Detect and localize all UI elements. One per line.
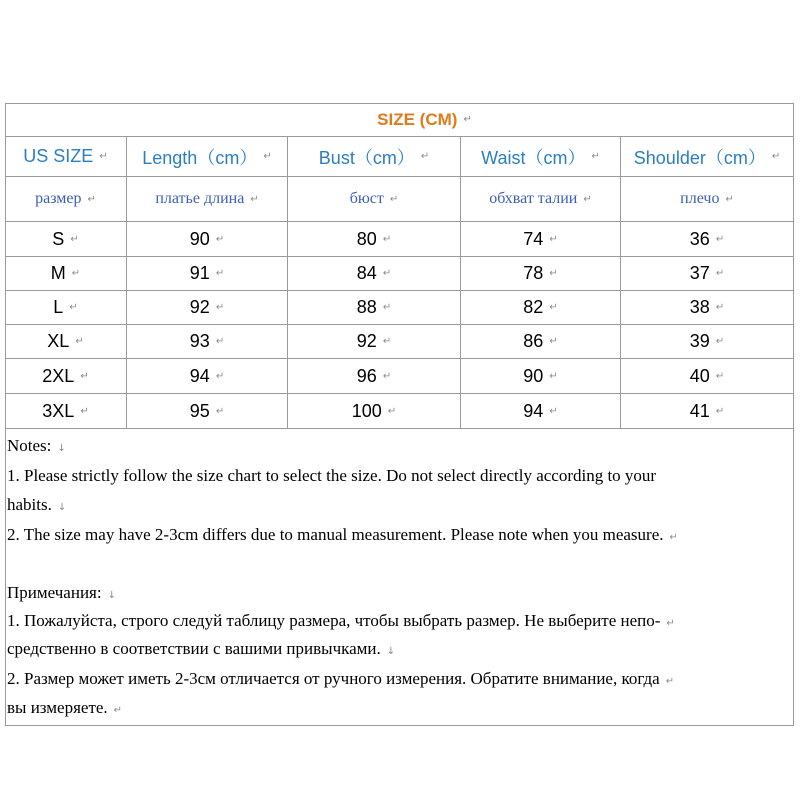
paragraph-mark-icon: ↵ [715, 302, 725, 313]
table-cell-text: 92 [189, 297, 210, 317]
paragraph-mark-icon: ↵ [549, 405, 558, 417]
table-cell [5, 394, 127, 429]
paragraph-mark-icon: ↵ [80, 405, 89, 417]
header-cell [461, 137, 621, 177]
header-cell [127, 137, 288, 177]
paragraph-mark-icon: ↵ [463, 114, 472, 125]
paragraph-mark-icon: ↵ [80, 370, 89, 382]
paragraph-mark-icon: ↵ [549, 336, 558, 347]
paragraph-mark-icon: ↵ [591, 151, 600, 162]
table-cell [127, 222, 288, 257]
paragraph-mark-icon: ↵ [382, 370, 392, 382]
paragraph-mark-icon: ↵ [382, 302, 392, 313]
table-cell [5, 257, 127, 291]
header-cell-text: US SIZE [23, 146, 94, 166]
table-cell [461, 359, 621, 394]
table-cell [127, 394, 288, 429]
paragraph-mark-icon: ↵ [215, 268, 225, 279]
notes-heading: Notes: ↓ [7, 436, 66, 455]
table-cell [5, 359, 127, 394]
paragraph-mark-icon: ↵ [75, 336, 84, 347]
paragraph-mark-icon: ↵ [549, 233, 558, 245]
paragraph-mark-icon: ↵ [215, 336, 225, 347]
table-cell [288, 291, 461, 325]
table-cell [288, 359, 461, 394]
table-cell-text: 38 [689, 297, 710, 317]
table-cell-text: 96 [356, 365, 377, 386]
table-cell-text: 100 [351, 400, 382, 421]
table-cell-text: M [50, 263, 66, 283]
table-cell-text: L [53, 297, 64, 317]
note-en-1b: habits. ↓ [7, 495, 67, 514]
table-cell-text: 40 [689, 365, 710, 386]
paragraph-mark-icon: ↵ [549, 302, 558, 313]
header-ru-cell-text: плечо [680, 190, 720, 207]
table-cell-text: 90 [523, 365, 544, 386]
table-cell-text: 78 [523, 263, 544, 283]
header-cell-text: Shoulder（cm） [633, 147, 766, 168]
header-cell [5, 137, 127, 177]
table-cell [5, 291, 127, 325]
table-cell [621, 359, 794, 394]
note-ru-1a: 1. Пожалуйста, строго следуй таблицу размера, чтобы выбрать размер. Не выберите непо- ↵ [7, 611, 675, 630]
header-cell-text: Waist（cm） [481, 147, 586, 168]
table-cell [127, 291, 288, 325]
header-cell-text: Length（cm） [142, 147, 258, 168]
paragraph-mark-icon: ↵ [263, 151, 272, 162]
note-en-2: 2. The size may have 2-3cm differs due to manual measurement. Please note when you measure. ↵ [7, 525, 678, 544]
paragraph-mark-icon: ↵ [215, 302, 225, 313]
header-ru-cell-text: обхват талии [489, 190, 578, 207]
paragraph-mark-icon: ↵ [71, 268, 81, 279]
table-title: SIZE (CM) [377, 109, 458, 129]
paragraph-mark-icon: ↵ [715, 405, 725, 417]
table-cell-text: XL [47, 331, 70, 351]
table-cell [461, 291, 621, 325]
table-cell [127, 359, 288, 394]
note-ru-1b: средственно в соответствии с вашими привычками. ↓ [7, 639, 396, 658]
table-cell [288, 325, 461, 359]
table-cell-text: 74 [523, 228, 544, 249]
table-cell [621, 291, 794, 325]
table-cell [461, 325, 621, 359]
paragraph-mark-icon: ↵ [549, 268, 558, 279]
header-ru-cell [461, 177, 621, 222]
table-cell-text: 86 [523, 331, 544, 351]
note-en-1a: 1. Please strictly follow the size chart to select the size. Do not select directly according to your [7, 466, 657, 485]
paragraph-mark-icon: ↵ [99, 151, 108, 162]
paragraph-mark-icon: ↵ [215, 405, 225, 417]
table-cell-text: 2XL [42, 365, 75, 386]
table-cell-text: 41 [689, 400, 710, 421]
table-cell-text: 88 [356, 297, 377, 317]
table-cell-text: 94 [523, 400, 544, 421]
table-cell [127, 325, 288, 359]
paragraph-mark-icon: ↵ [250, 193, 259, 205]
table-cell-text: 95 [189, 400, 210, 421]
table-cell-text: 84 [356, 263, 377, 283]
paragraph-mark-icon: ↵ [382, 268, 392, 279]
table-cell [621, 257, 794, 291]
paragraph-mark-icon: ↵ [549, 370, 558, 382]
table-cell-text: 92 [356, 331, 377, 351]
table-title-row [5, 103, 794, 137]
paragraph-mark-icon: ↵ [87, 193, 96, 205]
paragraph-mark-icon: ↵ [715, 268, 725, 279]
table-cell [621, 325, 794, 359]
table-cell-text: 91 [189, 263, 210, 283]
table-cell-text: 80 [356, 228, 377, 249]
header-cell [621, 137, 794, 177]
table-cell-text: 3XL [42, 400, 75, 421]
table-cell [288, 394, 461, 429]
paragraph-mark-icon: ↵ [69, 302, 78, 313]
header-ru-cell [127, 177, 288, 222]
table-cell [288, 257, 461, 291]
paragraph-mark-icon: ↵ [725, 193, 734, 205]
paragraph-mark-icon: ↵ [382, 233, 392, 245]
notes-heading-ru: Примечания: ↓ [7, 583, 116, 602]
header-cell-text: Bust（cm） [318, 147, 415, 168]
table-cell [288, 222, 461, 257]
paragraph-mark-icon: ↵ [715, 336, 725, 347]
paragraph-mark-icon: ↵ [389, 193, 399, 205]
paragraph-mark-icon: ↵ [382, 336, 392, 347]
paragraph-mark-icon: ↵ [215, 370, 225, 382]
header-cell [288, 137, 461, 177]
paragraph-mark-icon: ↵ [771, 151, 781, 162]
header-ru-cell [5, 177, 127, 222]
note-ru-2a: 2. Размер может иметь 2-3см отличается от ручного измерения. Обратите внимание, когда ↵ [7, 669, 675, 688]
table-cell [127, 257, 288, 291]
table-cell-text: 93 [189, 331, 210, 351]
header-ru-cell [288, 177, 461, 222]
table-cell-text: 39 [689, 331, 710, 351]
table-cell [621, 222, 794, 257]
header-ru-cell-text: платье длина [155, 190, 245, 207]
table-cell-text: 94 [189, 365, 210, 386]
table-cell-text: 82 [523, 297, 544, 317]
table-cell [5, 325, 127, 359]
paragraph-mark-icon: ↵ [420, 151, 430, 162]
table-cell [5, 222, 127, 257]
paragraph-mark-icon: ↵ [583, 193, 592, 205]
header-ru-cell-text: бюст [349, 190, 384, 207]
table-cell [461, 257, 621, 291]
table-cell [621, 394, 794, 429]
table-cell [461, 222, 621, 257]
paragraph-mark-icon: ↵ [70, 233, 79, 245]
paragraph-mark-icon: ↵ [715, 370, 725, 382]
header-ru-cell-text: размер [35, 190, 82, 207]
table-cell-text: 90 [189, 228, 210, 249]
note-ru-2b: вы измеряете. ↵ [7, 698, 123, 717]
table-cell-text: 36 [689, 228, 710, 249]
table-cell [461, 394, 621, 429]
table-cell-text: S [52, 228, 65, 249]
paragraph-mark-icon: ↵ [387, 405, 397, 417]
paragraph-mark-icon: ↵ [715, 233, 725, 245]
header-ru-cell [621, 177, 794, 222]
table-cell-text: 37 [689, 263, 710, 283]
paragraph-mark-icon: ↵ [215, 233, 225, 245]
